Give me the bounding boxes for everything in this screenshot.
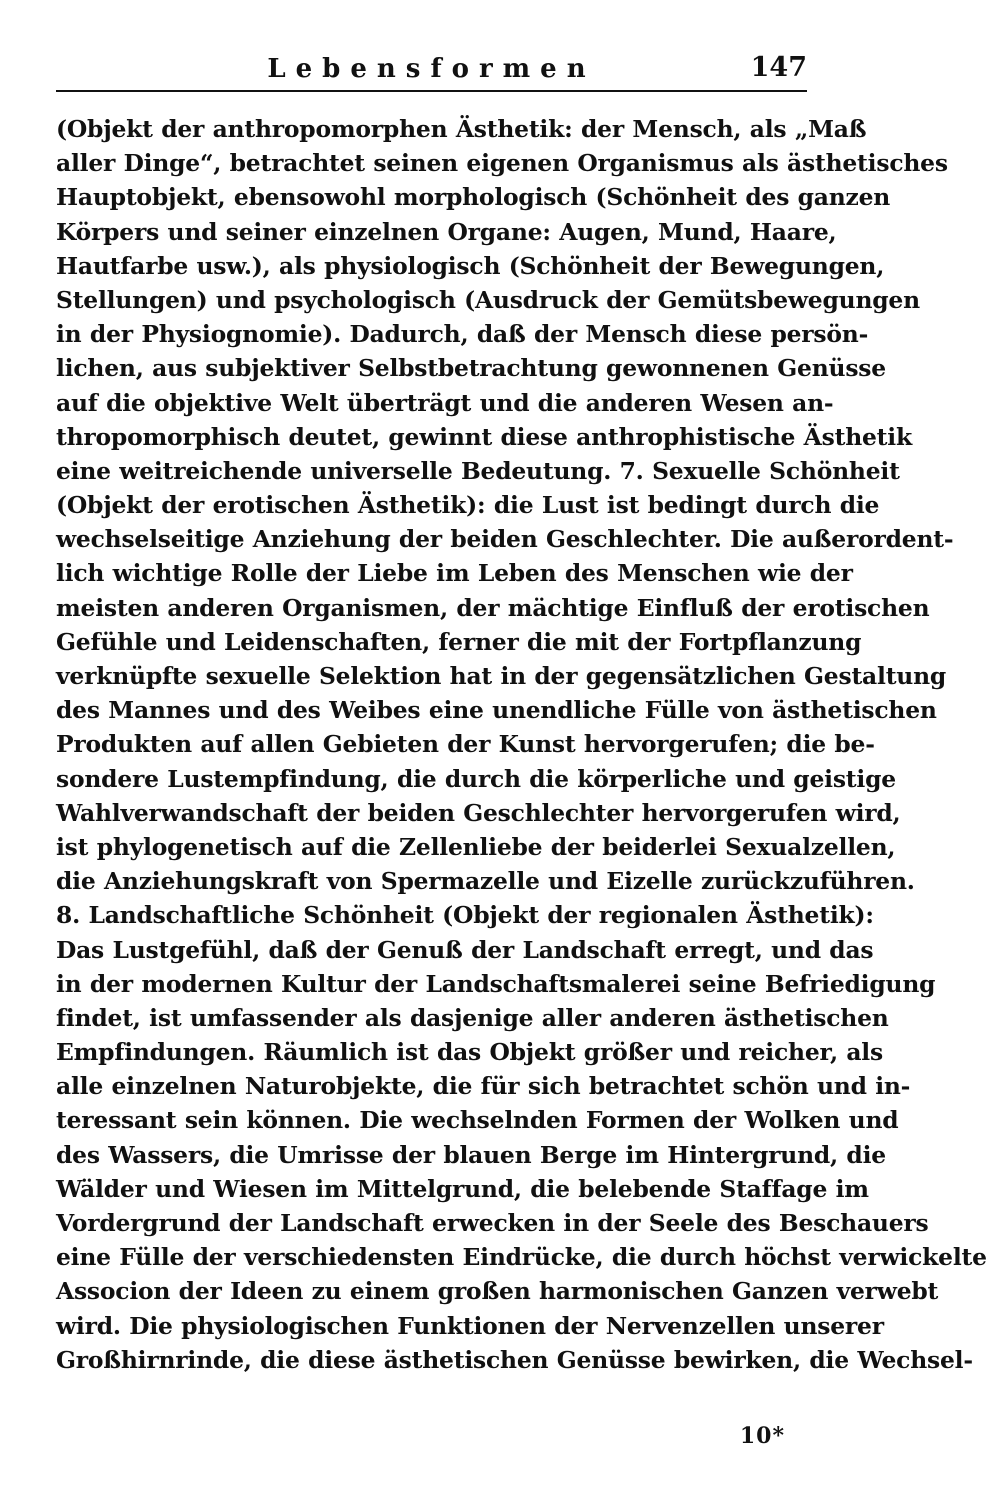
text-line: wird. Die physiologischen Funktionen der Nervenzellen unserer [56, 1311, 884, 1340]
text-line: ist phylogenetisch auf die Zellenliebe der beiderlei Sexualzellen, [56, 832, 896, 861]
text-line: auf die objektive Welt überträgt und die anderen Wesen an- [56, 388, 834, 417]
text-line: 8. Landschaftliche Schönheit (Objekt der regionalen Ästhetik): [56, 901, 874, 930]
text-line: die Anziehungskraft von Spermazelle und Eizelle zurückzuführen. [56, 867, 915, 896]
running-head-title: Lebensformen [267, 54, 596, 84]
text-line: Großhirnrinde, die diese ästhetischen Genüsse bewirken, die Wechsel- [56, 1345, 973, 1374]
body-text [56, 112, 987, 1377]
text-line: Körpers und seiner einzelnen Organe: Augen, Mund, Haare, [56, 217, 837, 246]
text-line: thropomorphisch deutet, gewinnt diese anthrophistische Ästhetik [56, 422, 912, 451]
text-line: Das Lustgefühl, daß der Genuß der Landschaft erregt, und das [56, 935, 874, 964]
text-line: Stellungen) und psychologisch (Ausdruck der Gemütsbewegungen [56, 285, 920, 314]
text-line: (Objekt der anthropomorphen Ästhetik: der Mensch, als „Maß [56, 115, 867, 143]
text-line: wechselseitige Anziehung der beiden Geschlechter. Die außerordent- [56, 525, 954, 554]
text-line: Empfindungen. Räumlich ist das Objekt größer und reicher, als [56, 1038, 883, 1067]
text-line: verknüpfte sexuelle Selektion hat in der gegensätzlichen Gestaltung [56, 662, 947, 690]
text-line: Hautfarbe usw.), als physiologisch (Schönheit der Bewegungen, [56, 251, 885, 280]
text-line: Wälder und Wiesen im Mittelgrund, die belebende Staffage im [56, 1174, 869, 1203]
text-line: des Mannes und des Weibes eine unendliche Fülle von ästhetischen [56, 696, 937, 725]
text-line: Vordergrund der Landschaft erwecken in der Seele des Beschauers [56, 1209, 929, 1237]
text-line: Gefühle und Leidenschaften, ferner die mit der Fortpflanzung [56, 627, 862, 656]
text-line: Hauptobjekt, ebensowohl morphologisch (Schönheit des ganzen [56, 183, 891, 212]
signature-mark: 10* [739, 1423, 785, 1449]
text-line: aller Dinge“, betrachtet seinen eigenen Organismus als ästhetisches [56, 149, 948, 178]
text-line: Associon der Ideen zu einem großen harmonischen Ganzen verwebt [56, 1277, 939, 1306]
text-line: Produkten auf allen Gebieten der Kunst hervorgerufen; die be- [56, 730, 875, 759]
page-number: 147 [750, 52, 807, 83]
running-header [56, 50, 807, 92]
text-line: eine Fülle der verschiedensten Eindrücke, die durch höchst verwickelte [56, 1243, 987, 1272]
text-line: Wahlverwandschaft der beiden Geschlechter hervorgerufen wird, [56, 798, 901, 827]
text-line: alle einzelnen Naturobjekte, die für sich betrachtet schön und in- [56, 1072, 911, 1101]
text-line: in der Physiognomie). Dadurch, daß der Mensch diese persön- [56, 320, 869, 349]
text-line: findet, ist umfassender als dasjenige aller anderen ästhetischen [56, 1003, 889, 1032]
text-line: sondere Lustempfindung, die durch die körperliche und geistige [56, 764, 896, 793]
text-line: teressant sein können. Die wechselnden Formen der Wolken und [56, 1106, 899, 1135]
text-line: lichen, aus subjektiver Selbstbetrachtung gewonnenen Genüsse [56, 354, 886, 383]
text-line: meisten anderen Organismen, der mächtige Einfluß der erotischen [56, 593, 930, 622]
text-line: lich wichtige Rolle der Liebe im Leben des Menschen wie der [56, 559, 853, 588]
text-line: eine weitreichende universelle Bedeutung. 7. Sexuelle Schönheit [56, 456, 900, 485]
text-line: in der modernen Kultur der Landschaftsmalerei seine Befriedigung [56, 969, 936, 998]
text-line: des Wassers, die Umrisse der blauen Berge im Hintergrund, die [56, 1140, 886, 1169]
text-line: (Objekt der erotischen Ästhetik): die Lust ist bedingt durch die [56, 491, 880, 520]
